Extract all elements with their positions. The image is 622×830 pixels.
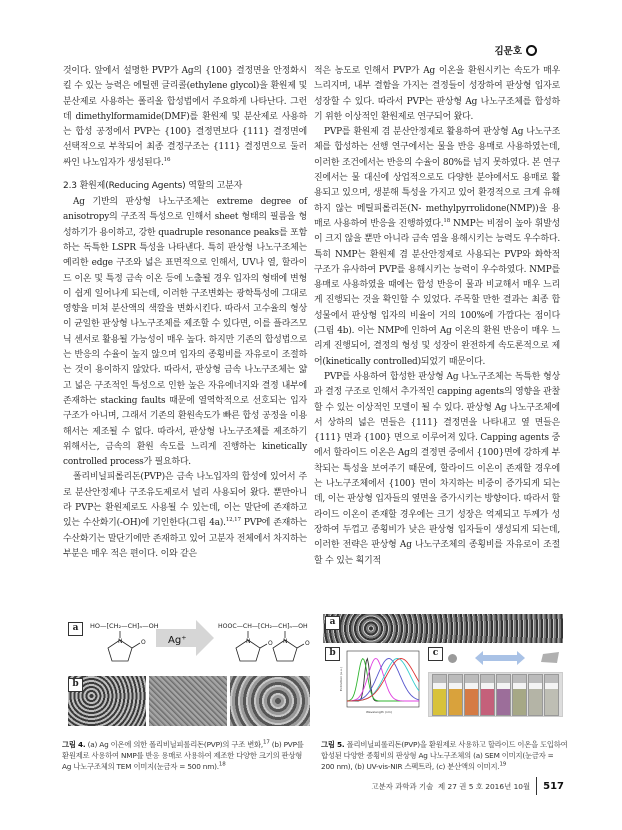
journal-name: 고분자 과학과 기술: [371, 781, 434, 791]
product-formula: HOOC—CH—[CH₂—CH]ₙ—OH: [218, 623, 308, 630]
paragraph-text: NMP는 비점이 높아 휘발성이 크지 않을 뿐만 아니라 금속 염을 용해시키는 능력도 우수하다. 특히 NMP는 환원제 겸 분산안정제로 사용되는 PVP와 화학적 구조가 유사하여 PVP를 용해시키는 능력이 우수하였다. NMP를 용매로 사용하였을 때에는 합성 반응이 물과 비교해서 매우 느리게 진행되는 것을 확인할 수 있었다. 주목할 만한 결과는 최종 합성물에서 판상형 입자의 비율이 거의 100%에 가깝다는 점이다(그림 4b). 이는 NMP에 인하여 Ag 이온의 환원 반응이 매우 느리게 진행되어, 결정의 형성 및 성장이 완전하게 속도론적으로 제어(kinetically controlled)되었기 때문이다.: [314, 218, 561, 367]
reactant-formula: HO—[CH₂—CH]ₙ—OH: [90, 622, 159, 630]
uv-vis-nir-spectra-plot: [339, 649, 421, 715]
panel-label-c: c: [428, 647, 443, 661]
issue-info: 제 27 권 5 호 2016년 10월: [438, 781, 531, 791]
author-name: 김문호: [494, 46, 522, 57]
page-number: 517: [543, 780, 564, 792]
reference-sup: 18: [443, 218, 451, 224]
figure-4-caption: [62, 739, 312, 772]
paragraph-text: PVP를 환원제 겸 분산안정제로 활용하여 판상형 Ag 나노구조체를 합성하는 선행 연구에서는 물을 반응 용매로 사용하였는데, 이러한 조건에서는 반응의 수율이 80%를 넘지 못하였다. 본 연구진에서는 물 대신에 상업적으로도 다양한 분야에서도 용매로 활용되고 있으며, 생분해 특성을 가지고 있어 환경적으로 크게 유해하지 않는 메틸피롤리돈(N- methylpyrrolidone(NMP))을 용매로 사용하여 반응을 진행하였다.: [314, 127, 560, 229]
reference-sup: 16: [163, 156, 171, 163]
panel-label-b: b: [68, 678, 83, 692]
pyrrolidone-ring-reactant: [108, 631, 140, 661]
caption-label: 그림 5.: [321, 740, 345, 749]
caption-label: 그림 4.: [62, 740, 86, 749]
paragraph: 적은 농도로 인해서 PVP가 Ag 이온을 환원시키는 속도가 매우 느리지며, 내부 결함을 가지는 결정들이 성장하여 판상형 입자로 성장할 수 있다. 따라서 PVP는 판상형 Ag 나노구조체를 합성하기 위한 이상적인 환원제로 연구되어 왔다.: [314, 66, 560, 122]
paragraph: [314, 125, 560, 370]
reference-sup: 19: [499, 761, 507, 768]
tem-image-2: [149, 676, 227, 726]
panel-label-a: a: [68, 622, 83, 636]
running-header: [494, 43, 537, 57]
circle-bullet-icon: [526, 45, 537, 56]
vial: [448, 674, 463, 716]
ring-atom-n: N: [283, 638, 288, 645]
paragraph-text: 것이다. 앞에서 설명한 PVP가 Ag의 {100} 결정면을 안정화시킬 수 있는 능력은 에틸렌 글리콜(ethylene glycol)을 환원제 및 분산제로 사용하는 폴리올 합성법에서 주요하게 나타난다. 그런데 dimethylformamide(DMF)를 환원제 및 분산제로 사용하는 합성 공정에서 PVP는 {100} 결정면보다 {111} 결정면에 선택적으로 부착되어 최종 결정구조는 {111} 결정면으로 둘러싸인 나노입자가 생성된다.: [63, 66, 307, 168]
y-axis-label: Extinction (a.u.): [339, 667, 343, 691]
tem-image-3: [230, 676, 310, 726]
x-axis-label: Wavelength (nm): [366, 710, 392, 714]
sem-image-strip: [323, 614, 563, 643]
page-footer: [371, 777, 564, 795]
ring-atom-n: N: [118, 638, 123, 645]
paragraph: PVP를 사용하여 합성한 판상형 Ag 나노구조체는 독특한 형상과 결정 구조로 인해서 추가적인 capping agents의 영향을 관찰할 수 있는 이상적인 모델이 될 수 있다. 판상형 Ag 나노구조체에서 상하의 넓은 면들은 {111} 결정면을 나타내고 옆 면들은 {111} 면과 {100} 면으로 이루어져 있다. Capping agents 중에서 할라이드 이온은 Ag의 결정면 중에서 {100}면에 강하게 부착되는 특성을 보여주기 때문에, 할라이드 이온이 존재할 경우에는 나노구조체에서 {100} 면이 차지하는 비중이 증가되게 되는데, 이는 판상형 입자들의 옆면을 증가시키는 방향이다. 따라서 할라이드 이온이 존재할 경우에는 크기 성장은 억제되고 두께가 성장하여 두껍고 종횡비가 낮은 판상형 입자들이 생성되게 되는데, 이러한 전략은 판상형 Ag 나노구조체의 종횡비를 자유로이 조절할 수 있는 획기적: [314, 371, 560, 566]
arrow-label: Ag⁺: [168, 635, 187, 646]
pvp-reaction-scheme: [68, 614, 310, 670]
double-arrow-icon: [475, 651, 525, 665]
reference-sup: 12,17: [225, 517, 241, 524]
ring-atom-o: O: [305, 640, 310, 647]
vial: [496, 674, 511, 716]
footer-divider: [536, 777, 537, 795]
vial: [512, 674, 527, 716]
ring-atom-o: O: [141, 639, 146, 646]
caption-text: 폴리비닐피롤리돈(PVP)을 환원제로 사용하고 할라이드 이온을 도입하여 합성된 다양한 종횡비의 판상형 Ag 나노구조체의 (a) SEM 이미지(눈금자 = 200 nm), (b) UV-vis-NIR 스펙트라, (c) 분산액의 이미지.: [321, 740, 568, 771]
caption-text: (b) PVP를 환원제로 사용하여 NMP를 반응 용매로 사용하여 제조한 다양한 크기의 판상형 Ag 나노구조체의 TEM 이미지(눈금자 = 500 nm).: [62, 740, 304, 771]
section-heading: 2.3 환원제(Reducing Agents) 역할의 고분자: [63, 181, 243, 192]
paragraph-text: PVP에 존재하는 수산화기는 말단기에만 존재하고 있어 고분자 전체에서 차지하는 부분은 매우 적은 편이다. 이와 같은: [63, 518, 307, 559]
ring-atom-o: O: [268, 640, 273, 647]
dispersion-vials-photo: [428, 672, 563, 717]
vial: [528, 674, 543, 716]
reference-sup: 18: [218, 761, 226, 768]
right-column: [314, 64, 560, 569]
ring-atom-n: N: [246, 638, 251, 645]
paragraph: [63, 470, 307, 562]
reference-sup: 17: [263, 739, 270, 746]
paragraph: [63, 64, 307, 171]
panel-label-b: b: [325, 647, 340, 661]
caption-text: (a) Ag 이온에 의한 폴리비닐피롤리돈(PVP)의 구조 변화,: [87, 740, 264, 749]
paragraph-text: 폴리비닐피롤리돈(PVP)은 금속 나노입자의 합성에 있어서 주로 분산안정제나 구조유도제로서 널리 사용되어 왔다. 뿐만아니라 PVP는 환원제로도 사용될 수 있는데, 이는 말단에 존재하고 있는 수산화기(-OH)에 기인한다(그림 4a).: [63, 472, 307, 529]
left-column: [63, 64, 307, 562]
figure-5-caption: [321, 739, 569, 772]
panel-label-a: a: [325, 616, 340, 630]
paragraph: Ag 기반의 판상형 나노구조체는 extreme degree of anisotropy의 구조적 특성으로 인해서 sheet 형태의 필름을 형성하기가 용이하고, 강한 quadruple resonance peaks를 포함하는 독특한 LSPR 특성을 나타낸다. 특히 판상형 나노구조체는 예리한 edge 구조와 넓은 표면적으로 인해서, UV나 열, 할라이드 이온 및 특정 금속 이온 등에 노출될 경우 입자의 형태에 변형이 쉽게 일어나게 되는데, 이러한 구조변화는 광학특성에 그대로 영향을 미쳐 분산액의 색깔을 변화시킨다. 따라서 고수율의 형상이 균일한 판상형 나노구조체를 제조할 수 있다면, 이를 플라즈모닉 센서로 활용될 가능성이 매우 높다. 하지만 기존의 합성법으로는 반응의 수율이 높지 않으며 입자의 종횡비를 자유로이 조절하는 것이 용이하지 않았다. 따라서, 판상형 금속 나노구조체는 얇고 넓은 구조적인 특성으로 인한 높은 자유에너지와 결정 내부에 존재하는 stacking faults 때문에 열역학적으로 선호되는 입자구조가 아니며, 그래서 기존의 환원속도가 빠른 합성 공정을 이용해서는 제조될 수 없다. 따라서, 판상형 나노구조체를 제조하기 위해서는, 금속의 환원 속도를 느리게 진행하는 kinetically controlled process가 필요하다.: [63, 197, 307, 468]
vial: [544, 674, 559, 716]
vial: [480, 674, 495, 716]
vial: [464, 674, 479, 716]
vial: [432, 674, 447, 716]
thin-nanoplate-icon: [541, 652, 561, 664]
thick-nanoplate-icon: [448, 654, 457, 663]
